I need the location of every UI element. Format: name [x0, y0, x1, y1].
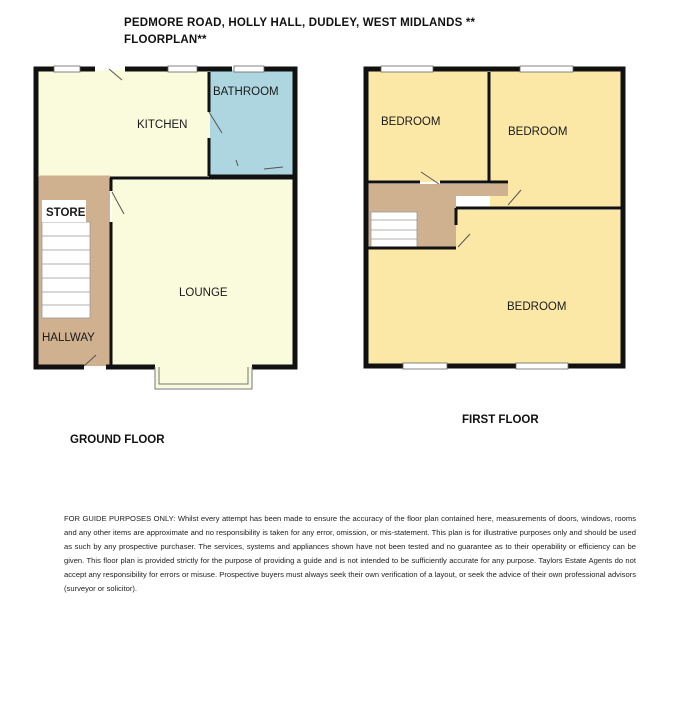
- disclaimer-text: FOR GUIDE PURPOSES ONLY: Whilst every attempt has been made to ensure the accuracy of the floor plan contained here, measurements of doors, windows, rooms and any other items are approximate and no responsibility is taken for any error, omission, or mis-statement. This plan is for illustrative purposes only and should be used as such by any prospective purchaser. The services, systems and appliances shown have not been tested and no guarantee as to their operability or efficiency can be given. This floor plan is provided strictly for the purpose of providing a guide and is not intended to be sufficiently accurate for any purpose. Taylors Estate Agents do not accept any responsibility for errors or misuse. Prospective buyers must always seek their own verification of a layout, or seek the advice of their own professional advisors (surveyor or solicitor).: [64, 514, 636, 593]
- room-label-bedroom-2: BEDROOM: [508, 126, 568, 138]
- first-floor-stairs: [371, 212, 417, 248]
- room-label-store: STORE: [46, 207, 86, 219]
- room-label-bedroom-3: BEDROOM: [507, 301, 567, 313]
- bay-window-area: [155, 366, 252, 388]
- bedroom-2-area: [490, 70, 621, 208]
- ground-floor-label: GROUND FLOOR: [70, 434, 165, 446]
- room-label-lounge: LOUNGE: [179, 287, 228, 299]
- plan-title-line2: FLOORPLAN**: [124, 34, 207, 46]
- first-floor-plan: [366, 66, 623, 369]
- room-label-hallway: HALLWAY: [42, 332, 95, 344]
- room-label-bathroom: BATHROOM: [213, 86, 279, 98]
- lounge-area: [112, 180, 293, 366]
- room-label-bedroom-1: BEDROOM: [381, 116, 441, 128]
- room-label-kitchen: KITCHEN: [137, 119, 188, 131]
- ground-stairs: [42, 222, 90, 318]
- first-floor-label: FIRST FLOOR: [462, 414, 539, 426]
- ground-floor-plan: [36, 66, 295, 389]
- plan-title-line1: PEDMORE ROAD, HOLLY HALL, DUDLEY, WEST MIDLANDS **: [124, 17, 476, 29]
